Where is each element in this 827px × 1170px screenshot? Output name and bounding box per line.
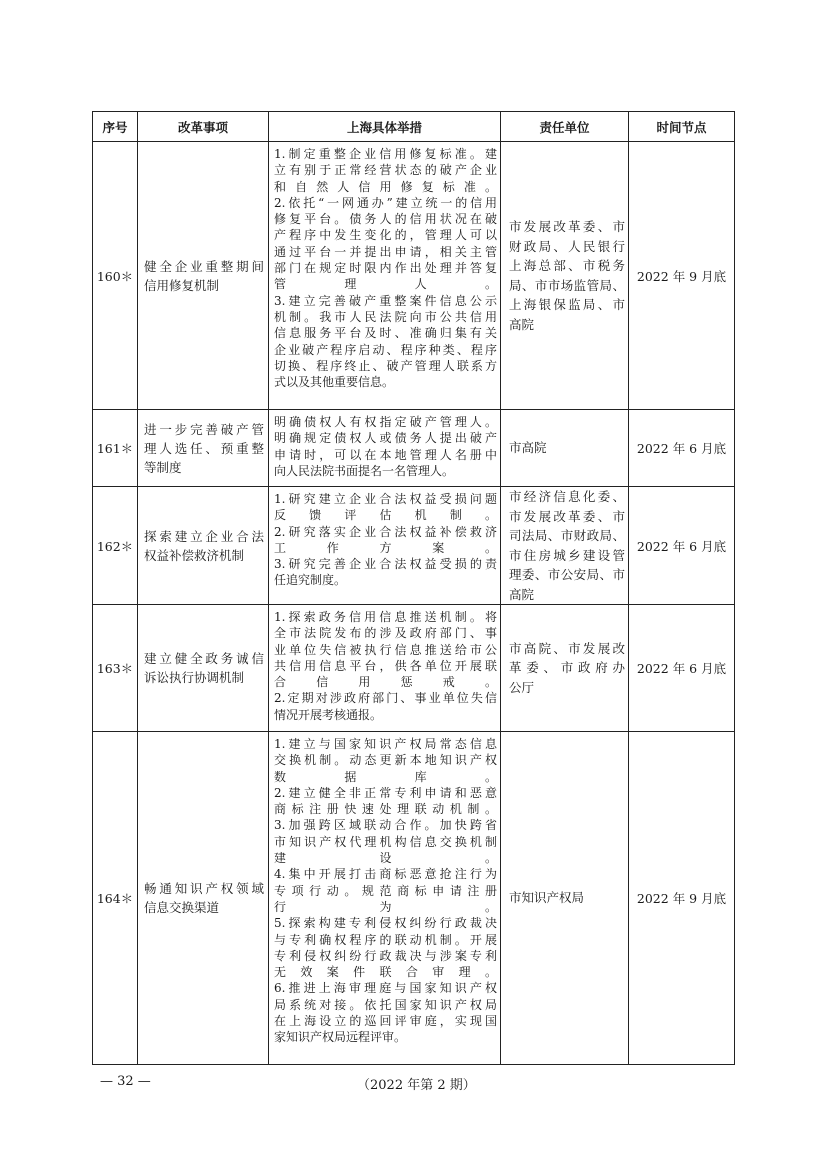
deadline: 2022 年 6 月底 [629, 410, 735, 487]
measure-text-line: 企业破产程序启动、程序种类、程序 [274, 342, 497, 357]
measure-text-line: 业单位失信被执行信息推送给市公 [274, 642, 497, 657]
table-header-row [93, 112, 735, 142]
responsible-unit [501, 487, 629, 605]
reform-item-line: 健全企业重整期间 [144, 258, 264, 274]
measure-text-line: 部门在规定时限内作出处理并答复 [274, 261, 497, 276]
measure-text-line: 明确债权人有权指定破产管理人。 [274, 415, 497, 429]
reform-item-line: 诉讼执行协调机制 [144, 670, 245, 685]
row-number: 160＊ [93, 142, 138, 410]
table-row [93, 142, 735, 410]
header-time: 时间节点 [629, 112, 735, 142]
responsible-unit-line: 市知识产权局 [509, 890, 585, 906]
measure-text-line: 3.研究完善企业合法权益受损的责 [274, 557, 497, 572]
measure-text-line: 管理人。 [274, 277, 497, 292]
reform-item-line: 信息交换渠道 [144, 900, 220, 915]
reform-item-line: 畅通知识产权领域 [144, 881, 264, 896]
reform-item-line: 等制度 [144, 459, 182, 475]
measure-text-line: 产程序中发生变化的，管理人可以 [274, 228, 497, 243]
measure-text-line: 修复平台。债务人的信用状况在破 [274, 212, 497, 227]
reform-item-line: 建立健全政务诚信 [144, 651, 264, 666]
responsible-unit-line: 市经济信息化委、 [509, 489, 625, 504]
measure-text-line: 反馈评估机制。 [274, 508, 497, 523]
responsible-unit-line: 市高院 [509, 440, 547, 456]
measure-text [269, 410, 501, 487]
measure-text [269, 142, 501, 410]
responsible-unit-line: 高院 [509, 586, 535, 602]
measure-text-line: 3.加强跨区域联动合作。加快跨省 [274, 818, 497, 833]
measure-text-line: 切换、程序终止、破产管理人联系方 [274, 358, 497, 373]
issue-label: （2022 年第 2 期） [357, 1078, 476, 1093]
table-row [93, 410, 735, 487]
measure-text-line: 1.制定重整企业信用修复标准。建 [274, 147, 497, 161]
responsible-unit-line: 高院 [509, 316, 535, 332]
measure-text-line: 专利侵权纠纷行政裁决与涉案专利 [274, 948, 497, 963]
measure-text [269, 732, 501, 1065]
reform-item-line: 理人选任、预重整 [144, 440, 264, 456]
measure-text [269, 487, 501, 605]
measure-text-line: 3.建立完善破产重整案件信息公示 [274, 293, 497, 308]
page-number: — 32 — [100, 1074, 151, 1089]
measure-text-line: 无效案件联合审理。 [274, 965, 497, 980]
row-number: 161＊ [93, 410, 138, 487]
responsible-unit-line: 市发展改革委、市 [509, 219, 625, 234]
reform-item-line: 进一步完善破产管 [144, 421, 264, 437]
measure-text-line: 专项行动。规范商标申请注册 [274, 883, 497, 898]
measure-text-line: 通过平台一并提出申请，相关主管 [274, 244, 497, 259]
responsible-unit-line: 理委、市公安局、市 [509, 567, 625, 582]
reform-item-line: 探索建立企业合法 [144, 528, 264, 544]
responsible-unit-line: 局、市市场监管局、 [509, 277, 625, 293]
deadline: 2022 年 6 月底 [629, 605, 735, 732]
measure-text-line: 建设。 [274, 851, 497, 866]
reform-item [138, 732, 269, 1065]
table-row [93, 487, 735, 605]
responsible-unit-line: 公厅 [509, 679, 535, 695]
measure-text-line: 1.研究建立企业合法权益受损问题 [274, 492, 497, 506]
reform-item [138, 605, 269, 732]
measure-text-line: 2.建立健全非正常专利申请和恶意 [274, 785, 497, 800]
measure-text-line: 任追究制度。 [274, 573, 347, 588]
responsible-unit-line: 革委、市政府办 [509, 660, 625, 676]
measure-text-line: 与专利确权程序的联动机制。开展 [274, 932, 497, 947]
measure-text-line: 共信用信息平台，供各单位开展联 [274, 658, 497, 673]
header-units: 责任单位 [501, 112, 629, 142]
measure-text-line: 和自然人信用修复标准。 [274, 179, 497, 194]
measure-text-line: 明确规定债权人或债务人提出破产 [274, 431, 497, 446]
measure-text-line: 数据库。 [274, 769, 497, 784]
reform-item [138, 487, 269, 605]
measure-text-line: 交换机制。动态更新本地知识产权 [274, 753, 497, 768]
measure-text-line: 行为。 [274, 899, 497, 914]
measure-text-line: 市知识产权代理机构信息交换机制 [274, 834, 497, 849]
responsible-unit-line: 市高院、市发展改 [509, 640, 625, 656]
measure-text-line: 商标注册快速处理联动机制。 [274, 802, 497, 817]
responsible-unit [501, 410, 629, 487]
measure-text-line: 立有别于正常经营状态的破产企业 [274, 163, 497, 178]
measure-text-line: 合信用惩戒。 [274, 675, 497, 690]
measure-text-line: 家知识产权局远程评审。 [274, 1030, 407, 1045]
header-measures: 上海具体举措 [269, 112, 501, 142]
responsible-unit-line: 上海银保监局、市 [509, 297, 625, 312]
responsible-unit-line: 司法局、市财政局、 [509, 528, 625, 543]
measure-text-line: 向人民法院书面提名一名管理人。 [274, 463, 455, 478]
measure-text-line: 式以及其他重要信息。 [274, 375, 395, 390]
measure-text-line: 6.推进上海审理庭与国家知识产权 [274, 981, 497, 996]
deadline: 2022 年 9 月底 [629, 732, 735, 1065]
measure-text-line: 局系统对接。依托国家知识产权局 [274, 997, 497, 1012]
reform-item-line: 权益补偿救济机制 [144, 547, 245, 563]
measure-text-line: 工作方案。 [274, 540, 497, 555]
responsible-unit [501, 732, 629, 1065]
measure-text-line: 情况开展考核通报。 [274, 707, 383, 722]
responsible-unit [501, 142, 629, 410]
measures-table [92, 111, 735, 1065]
measure-text-line: 2.依托“一网通办”建立统一的信用 [274, 195, 497, 210]
deadline: 2022 年 6 月底 [629, 487, 735, 605]
responsible-unit-line: 上海总部、市税务 [509, 258, 625, 273]
table-row [93, 732, 735, 1065]
measure-text-line: 信息服务平台及时、准确归集有关 [274, 326, 497, 341]
measure-text-line: 在上海设立的巡回评审庭，实现国 [274, 1014, 497, 1029]
measure-text-line: 1.建立与国家知识产权局常态信息 [274, 737, 497, 751]
reform-item [138, 142, 269, 410]
responsible-unit-line: 市住房城乡建设管 [509, 547, 625, 563]
measure-text-line: 5.探索构建专利侵权纠纷行政裁决 [274, 916, 497, 931]
responsible-unit-line: 市发展改革委、市 [509, 508, 625, 524]
measure-text-line: 申请时，可以在本地管理人名册中 [274, 447, 497, 462]
reform-item-line: 信用修复机制 [144, 277, 220, 293]
responsible-unit-line: 财政局、人民银行 [509, 238, 625, 254]
row-number: 162＊ [93, 487, 138, 605]
header-item: 改革事项 [138, 112, 269, 142]
measure-text-line: 2.研究落实企业合法权益补偿救济 [274, 524, 497, 539]
deadline: 2022 年 9 月底 [629, 142, 735, 410]
row-number: 163＊ [93, 605, 138, 732]
responsible-unit [501, 605, 629, 732]
measure-text-line: 1.探索政务信用信息推送机制。将 [274, 610, 497, 624]
measure-text-line: 机制。我市人民法院向市公共信用 [274, 309, 497, 324]
measure-text-line: 4.集中开展打击商标恶意抢注行为 [274, 867, 497, 882]
measure-text-line: 2.定期对涉政府部门、事业单位失信 [274, 691, 497, 706]
measure-text [269, 605, 501, 732]
row-number: 164＊ [93, 732, 138, 1065]
reform-item [138, 410, 269, 487]
measure-text-line: 全市法院发布的涉及政府部门、事 [274, 626, 497, 641]
header-no: 序号 [93, 112, 138, 142]
table-row [93, 605, 735, 732]
